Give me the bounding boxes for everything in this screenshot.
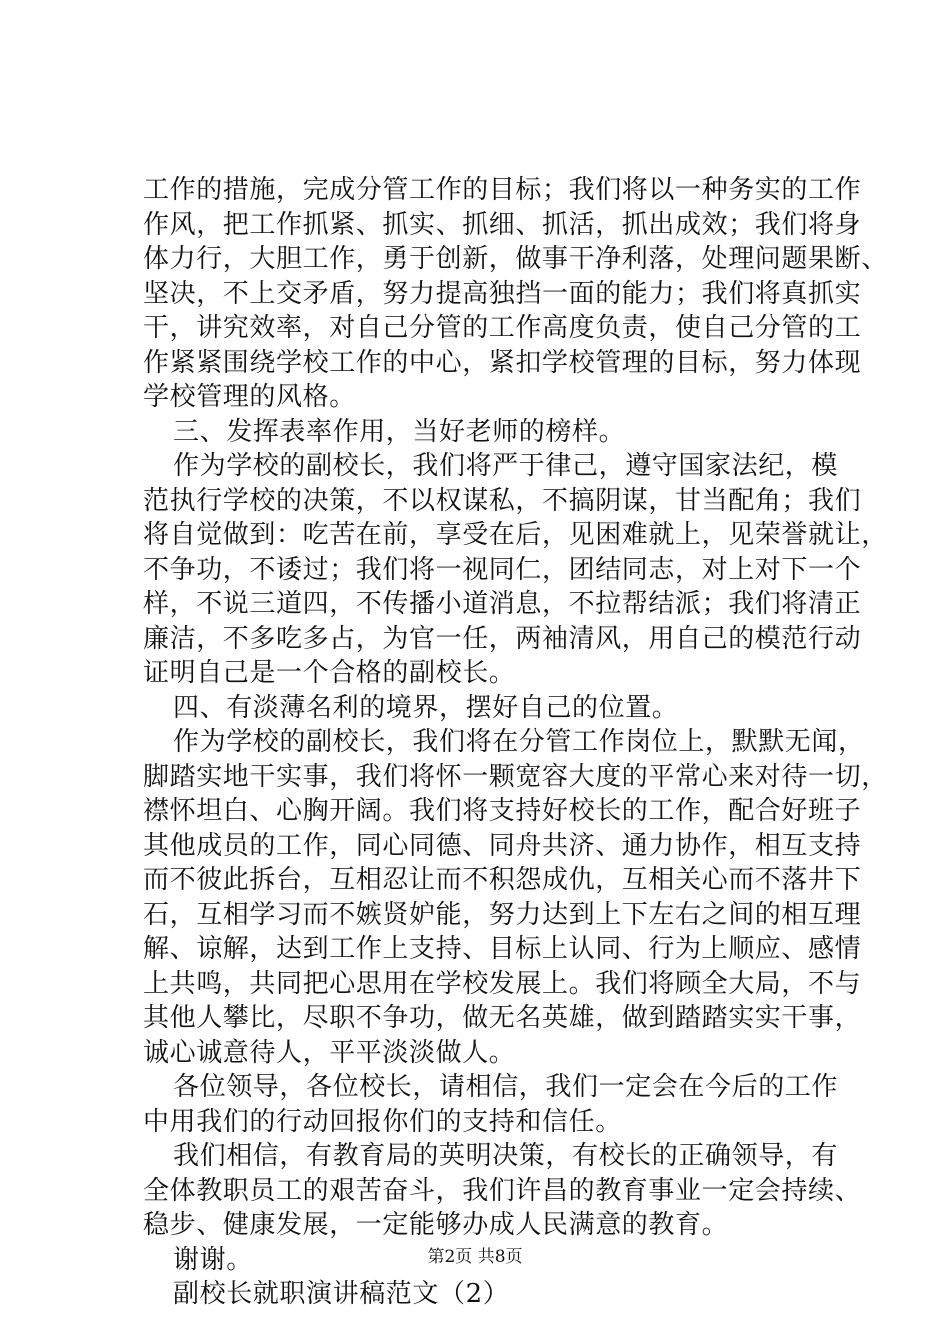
- text-line: 工作的措施，完成分管工作的目标；我们将以一种务实的工作: [143, 175, 862, 205]
- text-line: 三、发挥表率作用，当好老师的榜样。: [173, 416, 626, 447]
- document-body: [143, 173, 888, 1312]
- text-line: 其他人攀比，尽职不争功，做无名英雄，做到踏踏实实干事，: [143, 1003, 862, 1033]
- text-line: 谢谢。: [173, 1244, 253, 1275]
- text-line: 其他成员的工作，同心同德、同舟共济、通力协作，相互支持: [143, 830, 862, 861]
- text-line: 体力行，大胆工作，勇于创新，做事干净利落，处理问题果断、: [143, 244, 888, 274]
- text-line: 证明自己是一个合格的副校长。: [143, 658, 516, 688]
- text-line: 将自觉做到：吃苦在前，享受在后，见困难就上，见荣誉就让，: [143, 520, 888, 550]
- text-line: 四、有淡薄名利的境界，摆好自己的位置。: [173, 692, 679, 723]
- text-line: 全体教职员工的艰苦奋斗，我们许昌的教育事业一定会持续、: [143, 1175, 862, 1206]
- text-line: 脚踏实地干实事，我们将怀一颗宽容大度的平常心来对待一切，: [143, 761, 888, 792]
- page-footer: 第2页 共8页: [427, 1247, 523, 1267]
- text-line: 作为学校的副校长，我们将严于律己，遵守国家法纪，模: [173, 451, 839, 481]
- text-line: 解、谅解，达到工作上支持、目标上认同、行为上顺应、感情: [143, 934, 862, 964]
- text-line: 坚决，不上交矛盾，努力提高独挡一面的能力；我们将真抓实: [143, 278, 862, 309]
- text-line: 我们相信，有教育局的英明决策，有校长的正确领导，有: [173, 1141, 839, 1171]
- text-line: 稳步、健康发展，一定能够办成人民满意的教育。: [143, 1210, 729, 1240]
- text-line: 样，不说三道四，不传播小道消息，不拉帮结派；我们将清正: [143, 589, 862, 619]
- text-line: 廉洁，不多吃多占，为官一任，两袖清风，用自己的模范行动: [143, 623, 862, 654]
- text-line: 中用我们的行动回报你们的支持和信任。: [143, 1106, 622, 1137]
- text-line: 襟怀坦白、心胸开阔。我们将支持好校长的工作，配合好班子: [143, 796, 862, 826]
- text-line: 上共鸣，共同把心思用在学校发展上。我们将顾全大局，不与: [143, 968, 862, 999]
- text-line: 而不彼此拆台，互相忍让而不积怨成仇，互相关心而不落井下: [143, 865, 862, 895]
- text-line: 各位领导，各位校长，请相信，我们一定会在今后的工作: [173, 1072, 839, 1102]
- text-line: 干，讲究效率，对自己分管的工作高度负责，使自己分管的工: [143, 313, 862, 343]
- text-line: 副校长就职演讲稿范文（2）: [173, 1279, 510, 1309]
- text-line: 不争功，不诿过；我们将一视同仁，团结同志，对上对下一个: [143, 554, 862, 585]
- text-line: 作紧紧围绕学校工作的中心，紧扣学校管理的目标，努力体现: [143, 347, 862, 378]
- text-line: 石，互相学习而不嫉贤妒能，努力达到上下左右之间的相互理: [143, 899, 862, 930]
- text-line: 范执行学校的决策，不以权谋私，不搞阴谋，甘当配角；我们: [143, 485, 862, 516]
- text-line: 学校管理的风格。: [143, 382, 356, 412]
- text-line: 作风，把工作抓紧、抓实、抓细、抓活，抓出成效；我们将身: [143, 209, 862, 240]
- text-line: 诚心诚意待人，平平淡淡做人。: [143, 1037, 516, 1068]
- text-line: 作为学校的副校长，我们将在分管工作岗位上，默默无闻，: [173, 727, 865, 757]
